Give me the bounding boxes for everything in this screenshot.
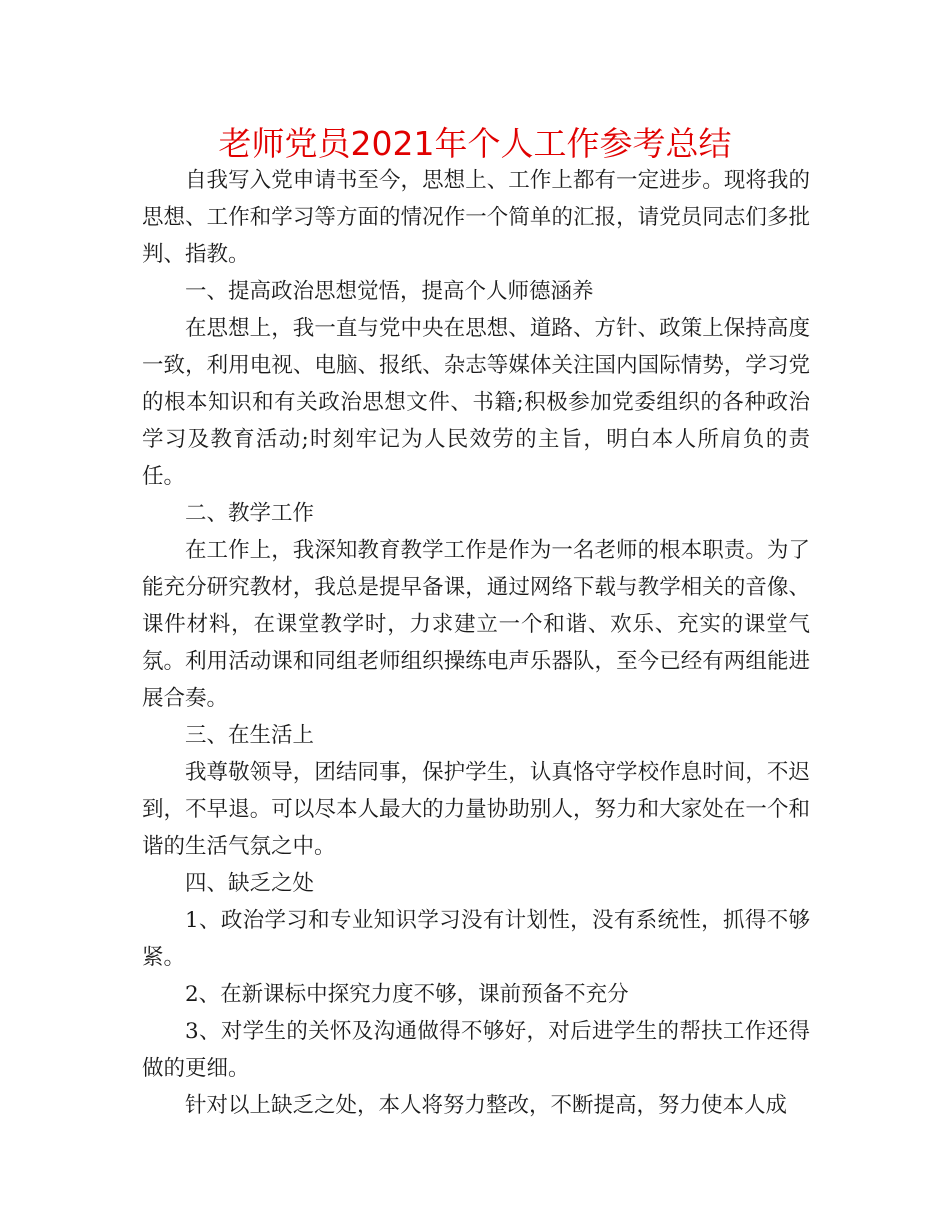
- paragraph-life: 我尊敬领导，团结同事，保护学生，认真恪守学校作息时间，不迟到，不早退。可以尽本人最大的力量协助别人，努力和大家处在一个和谐的生活气氛之中。: [142, 760, 810, 859]
- list-item-1: 1、政治学习和专业知识学习没有计划性，没有系统性，抓得不够紧。: [142, 908, 810, 970]
- paragraph-closing: 针对以上缺乏之处，本人将努力整改，不断提高，努力使本人成: [185, 1093, 788, 1118]
- paragraph-teaching: 在工作上，我深知教育教学工作是作为一名老师的根本职责。为了能充分研究教材，我总是提早备课，通过网络下载与教学相关的音像、课件材料，在课堂教学时，力求建立一个和谐、欢乐、充实的课堂气氛。利用活动课和同组老师组织操练电声乐器队，至今已经有两组能进展合奏。: [142, 538, 810, 711]
- list-item-2: 2、在新课标中探究力度不够，课前预备不充分: [185, 982, 629, 1007]
- section-heading-3: 三、在生活上: [185, 723, 315, 748]
- list-item-3: 3、对学生的关怀及沟通做得不够好，对后进学生的帮扶工作还得做的更细。: [142, 1019, 810, 1081]
- document-body: [142, 162, 810, 1124]
- document-title: 老师党员2021年个人工作参考总结: [218, 124, 732, 163]
- section-heading-4: 四、缺乏之处: [185, 871, 315, 896]
- paragraph-intro: 自我写入党申请书至今，思想上、工作上都有一定进步。现将我的思想、工作和学习等方面的情况作一个简单的汇报，请党员同志们多批判、指教。: [142, 168, 810, 267]
- paragraph-thought: 在思想上，我一直与党中央在思想、道路、方针、政策上保持高度一致，利用电视、电脑、报纸、杂志等媒体关注国内国际情势，学习党的根本知识和有关政治思想文件、书籍;积极参加党委组织的各种政治学习及教育活动;时刻牢记为人民效劳的主旨，明白本人所肩负的责任。: [142, 316, 810, 489]
- section-heading-1: 一、提高政治思想觉悟，提高个人师德涵养: [185, 279, 594, 304]
- section-heading-2: 二、教学工作: [185, 501, 315, 526]
